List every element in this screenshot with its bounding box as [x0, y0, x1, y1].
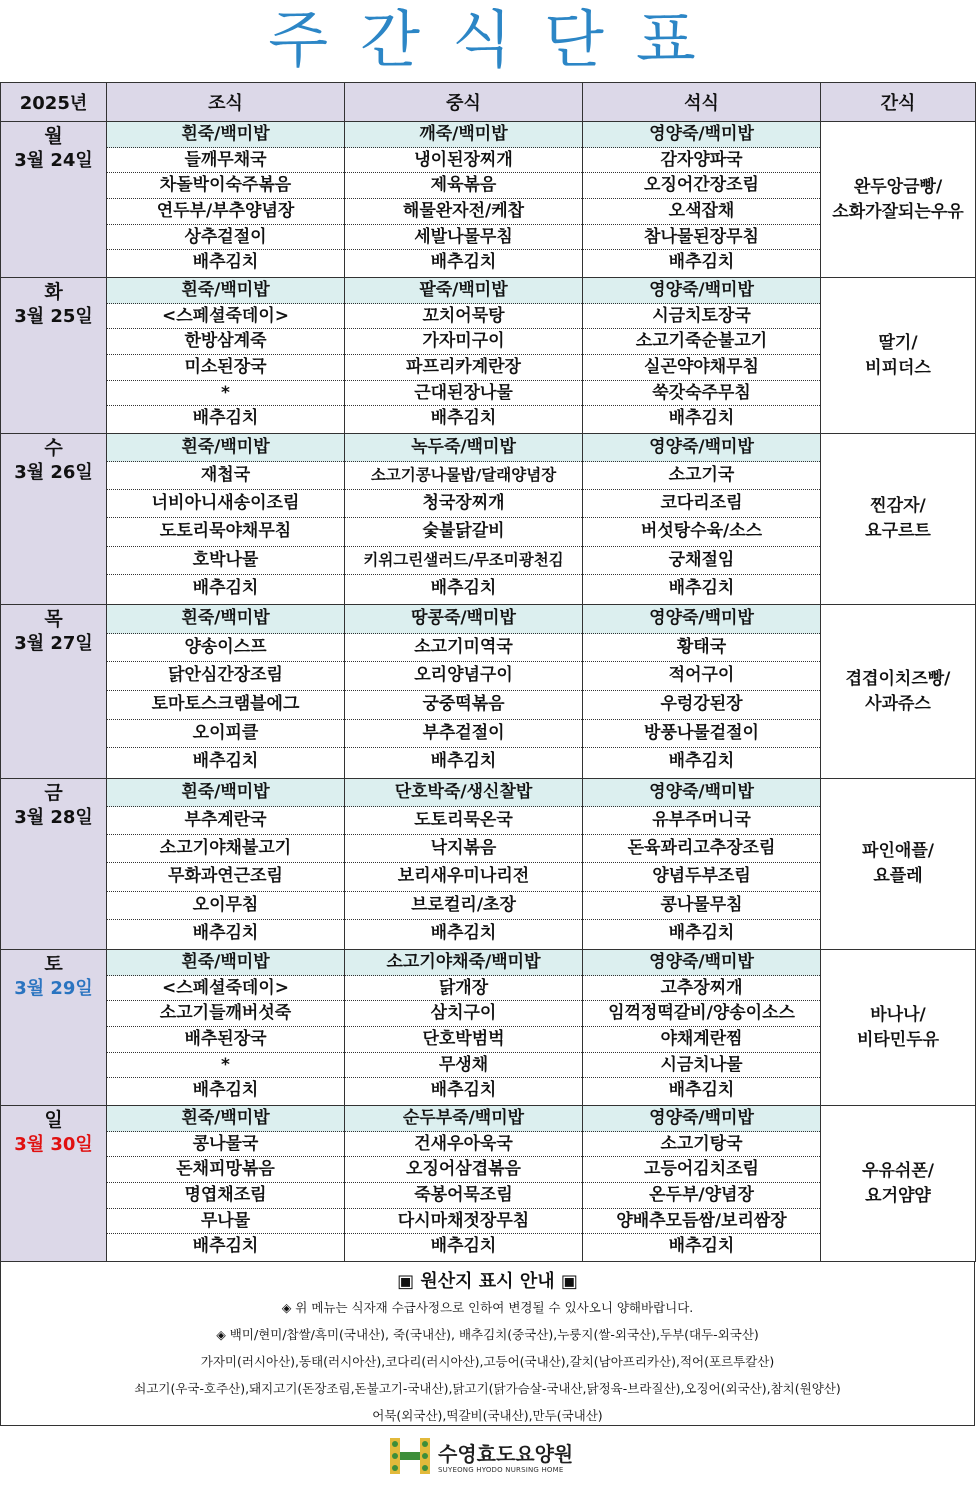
snack-item: 소화가잘되는우유: [832, 201, 964, 222]
menu-item: 배추김치: [192, 577, 259, 598]
origin-notice-line: ◈ 백미/현미/찹쌀/흑미(국내산), 죽(국내산), 배추김치(중국산),누룽지(쌀-외국산),두부(대두-외국산): [216, 1327, 759, 1342]
dinner-cell: [583, 278, 821, 434]
menu-item: 근대된장나물: [345, 381, 582, 407]
menu-item: 영양죽/백미밥: [583, 605, 820, 634]
menu-item: 들깨무채국: [107, 148, 344, 174]
menu-item: 흰죽/백미밥: [107, 1106, 344, 1132]
menu-item: 시금치나물: [583, 1053, 820, 1079]
menu-item: <스페셜죽데이>: [107, 976, 344, 1002]
snack-cell: [821, 779, 976, 950]
menu-item: 소고기죽순불고기: [583, 329, 820, 355]
menu-item: 닭개장: [345, 976, 582, 1002]
origin-notice-line: 가자미(러시아산),동태(러시아산),코다리(러시아산),고등어(국내산),갈치(남아프리카산),적어(포르투칼산): [200, 1354, 775, 1369]
menu-item: 상추겉절이: [107, 225, 344, 251]
menu-item: 단호박죽/생신찰밥: [345, 779, 582, 807]
breakfast-cell: [107, 950, 345, 1106]
origin-notice-line: ◈ 위 메뉴는 식자재 수급사정으로 인하여 변경될 수 있사오니 양해바랍니다.: [281, 1300, 694, 1315]
menu-item: 배추김치: [192, 408, 259, 429]
menu-item: 재첩국: [107, 462, 344, 490]
snack-item: 완두앙금빵/: [853, 176, 943, 197]
menu-item: 배추김치: [668, 1080, 735, 1101]
day-name: 토: [44, 953, 63, 975]
menu-item: 임꺽정떡갈비/양송이소스: [583, 1001, 820, 1027]
menu-item: 배추김치: [668, 1236, 735, 1257]
menu-item: 무나물: [107, 1209, 344, 1235]
menu-item: 미소된장국: [107, 355, 344, 381]
menu-item: <스페셜죽데이>: [107, 304, 344, 330]
menu-item: 키위그린샐러드/무조미광천김: [345, 547, 582, 575]
menu-item: 배추김치: [430, 252, 497, 273]
menu-item: 양배추모듬쌈/보리쌈장: [583, 1209, 820, 1235]
menu-item: 배추된장국: [107, 1027, 344, 1053]
header-snack: 간식: [821, 83, 976, 122]
menu-item: 영양죽/백미밥: [583, 278, 820, 304]
table-row: [1, 605, 976, 779]
menu-item: 단호박범벅: [345, 1027, 582, 1053]
menu-item: 부추계란국: [107, 807, 344, 835]
dinner-cell: [583, 1106, 821, 1262]
table-row: [1, 779, 976, 950]
menu-item: 방풍나물겉절이: [583, 720, 820, 749]
menu-item: 무화과연근조림: [107, 863, 344, 891]
day-date: 3월 24일: [14, 150, 93, 171]
menu-item: 배추김치: [430, 408, 497, 429]
menu-item: 소고기야채불고기: [107, 835, 344, 863]
menu-item: 고추장찌개: [583, 976, 820, 1002]
snack-cell: [821, 605, 976, 779]
day-cell: [1, 950, 107, 1106]
menu-item: 배추김치: [192, 1080, 259, 1101]
menu-item: 양념두부조림: [583, 863, 820, 891]
menu-item: 건새우아욱국: [345, 1132, 582, 1158]
menu-item: 배추김치: [668, 252, 735, 273]
menu-item: 브로컬리/초장: [345, 892, 582, 920]
menu-item: 보리새우미나리전: [345, 863, 582, 891]
dinner-cell: [583, 950, 821, 1106]
menu-item: 황태국: [583, 634, 820, 663]
menu-item: 꼬치어묵탕: [345, 304, 582, 330]
day-name: 목: [44, 608, 63, 630]
day-date: 3월 30일: [14, 1134, 93, 1155]
snack-cell: [821, 122, 976, 278]
menu-item: 낙지볶음: [345, 835, 582, 863]
menu-item: 영양죽/백미밥: [583, 1106, 820, 1132]
day-cell: [1, 605, 107, 779]
page-title: 주간식단표: [268, 3, 728, 76]
menu-item: 배추김치: [192, 252, 259, 273]
menu-item: 숯불닭갈비: [345, 518, 582, 546]
menu-item: 깨죽/백미밥: [345, 122, 582, 148]
menu-item: 청국장찌개: [345, 490, 582, 518]
lunch-cell: [345, 278, 583, 434]
menu-item: 온두부/양념장: [583, 1183, 820, 1209]
table-row: [1, 950, 976, 1106]
table-row: [1, 434, 976, 605]
menu-item: 오색잡채: [583, 199, 820, 225]
dinner-cell: [583, 434, 821, 605]
snack-item: 비타민두유: [856, 1029, 940, 1050]
menu-item: 실곤약야채무침: [583, 355, 820, 381]
breakfast-cell: [107, 122, 345, 278]
snack-item: 비피더스: [865, 357, 931, 378]
table-row: [1, 1106, 976, 1262]
menu-item: 도토리묵야채무침: [107, 518, 344, 546]
weekly-menu-table: [0, 82, 976, 1262]
menu-item: 배추김치: [430, 1080, 497, 1101]
menu-item: 영양죽/백미밥: [583, 950, 820, 976]
menu-item: 삼치구이: [345, 1001, 582, 1027]
menu-item: 소고기야채죽/백미밥: [345, 950, 582, 976]
day-cell: [1, 278, 107, 434]
menu-item: 배추김치: [668, 751, 735, 772]
menu-item: 녹두죽/백미밥: [345, 434, 582, 462]
table-row: [1, 122, 976, 278]
menu-item: 명엽채조림: [107, 1183, 344, 1209]
dinner-cell: [583, 779, 821, 950]
day-date: 3월 28일: [14, 807, 93, 828]
table-header-row: [1, 83, 976, 122]
menu-item: 돈채피망볶음: [107, 1157, 344, 1183]
snack-cell: [821, 950, 976, 1106]
day-name: 일: [44, 1109, 63, 1131]
menu-item: 냉이된장찌개: [345, 148, 582, 174]
menu-item: 흰죽/백미밥: [107, 278, 344, 304]
day-cell: [1, 779, 107, 950]
snack-item: 요구르트: [865, 521, 931, 541]
day-cell: [1, 122, 107, 278]
lunch-cell: [345, 122, 583, 278]
breakfast-cell: [107, 1106, 345, 1262]
day-cell: [1, 434, 107, 605]
snack-item: 요플레: [873, 866, 923, 886]
snack-cell: [821, 1106, 976, 1262]
menu-item: 우렁강된장: [583, 691, 820, 720]
logo: [388, 1436, 588, 1480]
menu-item: 순두부죽/백미밥: [345, 1106, 582, 1132]
logo-name: 수영효도요양원: [438, 1442, 574, 1466]
menu-item: 돈육꽈리고추장조림: [583, 835, 820, 863]
day-date: 3월 27일: [14, 633, 93, 654]
menu-item: 콩나물무침: [583, 892, 820, 920]
lunch-cell: [345, 950, 583, 1106]
menu-item: 흰죽/백미밥: [107, 434, 344, 462]
menu-item: 호박나물: [107, 547, 344, 575]
menu-item: 차돌박이숙주볶음: [107, 173, 344, 199]
snack-item: 우유쉬폰/: [862, 1160, 934, 1181]
menu-item: 소고기들깨버섯죽: [107, 1001, 344, 1027]
menu-item: 영양죽/백미밥: [583, 779, 820, 807]
menu-item: 다시마채젓장무침: [345, 1209, 582, 1235]
menu-item: 땅콩죽/백미밥: [345, 605, 582, 634]
menu-item: 배추김치: [192, 1236, 259, 1257]
day-cell: [1, 1106, 107, 1262]
menu-item: 양송이스프: [107, 634, 344, 663]
snack-item: 바나나/: [870, 1004, 926, 1025]
menu-item: 배추김치: [192, 751, 259, 772]
menu-item: 흰죽/백미밥: [107, 779, 344, 807]
table-row: [1, 278, 976, 434]
header-breakfast: 조식: [107, 83, 345, 122]
lunch-cell: [345, 605, 583, 779]
menu-item: 궁중떡볶음: [345, 691, 582, 720]
day-name: 금: [44, 782, 63, 804]
header-lunch: 중식: [345, 83, 583, 122]
origin-notice-line: 어묵(외국산),떡갈비(국내산),만두(국내산): [372, 1408, 603, 1423]
menu-item: 야채계란찜: [583, 1027, 820, 1053]
menu-item: 코다리조림: [583, 490, 820, 518]
menu-item: 콩나물국: [107, 1132, 344, 1158]
menu-item: 흰죽/백미밥: [107, 605, 344, 634]
menu-item: 영양죽/백미밥: [583, 122, 820, 148]
menu-item: 해물완자전/케찹: [345, 199, 582, 225]
snack-cell: [821, 434, 976, 605]
menu-item: 배추김치: [430, 922, 497, 943]
menu-item: 닭안심간장조림: [107, 662, 344, 691]
menu-item: 소고기미역국: [345, 634, 582, 663]
menu-item: 흰죽/백미밥: [107, 950, 344, 976]
day-date: 3월 25일: [14, 306, 93, 327]
snack-item: 겹겹이치즈빵/: [845, 668, 951, 689]
day-name: 월: [44, 125, 63, 147]
menu-item: *: [107, 381, 344, 407]
menu-item: 세발나물무침: [345, 225, 582, 251]
header-dinner: 석식: [583, 83, 821, 122]
menu-item: 배추김치: [668, 408, 735, 429]
menu-item: 파프리카계란장: [345, 355, 582, 381]
snack-cell: [821, 278, 976, 434]
menu-item: 소고기탕국: [583, 1132, 820, 1158]
day-date: 3월 29일: [14, 978, 93, 999]
menu-item: 궁채절임: [583, 547, 820, 575]
menu-item: 오이무침: [107, 892, 344, 920]
origin-notice-title: ▣ 원산지 표시 안내 ▣: [397, 1271, 578, 1292]
breakfast-cell: [107, 779, 345, 950]
menu-item: 무생채: [345, 1053, 582, 1079]
menu-item: 배추김치: [192, 922, 259, 943]
breakfast-cell: [107, 434, 345, 605]
breakfast-cell: [107, 605, 345, 779]
menu-item: 배추김치: [668, 922, 735, 943]
menu-item: 너비아니새송이조림: [107, 490, 344, 518]
menu-item: 오리양념구이: [345, 662, 582, 691]
menu-item: 오이피클: [107, 720, 344, 749]
menu-item: 시금치토장국: [583, 304, 820, 330]
menu-item: 연두부/부추양념장: [107, 199, 344, 225]
snack-item: 요거얌얌: [865, 1185, 931, 1206]
menu-item: 배추김치: [430, 577, 497, 598]
menu-item: *: [107, 1053, 344, 1079]
menu-item: 도토리묵온국: [345, 807, 582, 835]
menu-item: 오징어간장조림: [583, 173, 820, 199]
menu-item: 참나물된장무침: [583, 225, 820, 251]
menu-item: 쑥갓숙주무침: [583, 381, 820, 407]
menu-item: 소고기콩나물밥/달래양념장: [345, 462, 582, 490]
lunch-cell: [345, 434, 583, 605]
day-name: 화: [44, 281, 63, 303]
menu-item: 배추김치: [430, 751, 497, 772]
menu-item: 오징어삼겹볶음: [345, 1157, 582, 1183]
origin-notice: [0, 1262, 975, 1426]
menu-item: 가자미구이: [345, 329, 582, 355]
menu-item: 버섯탕수육/소스: [583, 518, 820, 546]
menu-item: 영양죽/백미밥: [583, 434, 820, 462]
day-date: 3월 26일: [14, 462, 93, 483]
menu-item: 소고기국: [583, 462, 820, 490]
menu-item: 흰죽/백미밥: [107, 122, 344, 148]
snack-item: 사과쥬스: [865, 693, 931, 714]
menu-item: 한방삼계죽: [107, 329, 344, 355]
menu-item: 제육볶음: [345, 173, 582, 199]
menu-item: 팥죽/백미밥: [345, 278, 582, 304]
menu-item: 배추김치: [668, 577, 735, 598]
menu-item: 고등어김치조림: [583, 1157, 820, 1183]
lunch-cell: [345, 1106, 583, 1262]
menu-item: 죽봉어묵조림: [345, 1183, 582, 1209]
breakfast-cell: [107, 278, 345, 434]
origin-notice-line: 쇠고기(우국-호주산),돼지고기(돈장조림,돈불고기-국내산),닭고기(닭가슴살-국내산,닭정육-브라질산),오징어(외국산),참치(원양산): [134, 1381, 841, 1396]
hyodo-logo-icon: [388, 1436, 432, 1476]
menu-item: 적어구이: [583, 662, 820, 691]
menu-item: 감자양파국: [583, 148, 820, 174]
day-name: 수: [44, 437, 63, 459]
lunch-cell: [345, 779, 583, 950]
menu-item: 토마토스크램블에그: [107, 691, 344, 720]
snack-item: 찐감자/: [870, 496, 926, 516]
dinner-cell: [583, 605, 821, 779]
menu-item: 배추김치: [430, 1236, 497, 1257]
menu-item: 부추겉절이: [345, 720, 582, 749]
snack-item: 딸기/: [878, 332, 918, 353]
menu-item: 유부주머니국: [583, 807, 820, 835]
dinner-cell: [583, 122, 821, 278]
snack-item: 파인애플/: [862, 841, 934, 861]
header-year: 2025년: [1, 83, 107, 122]
logo-subtitle: SUYEONG HYODO NURSING HOME: [438, 1466, 564, 1474]
